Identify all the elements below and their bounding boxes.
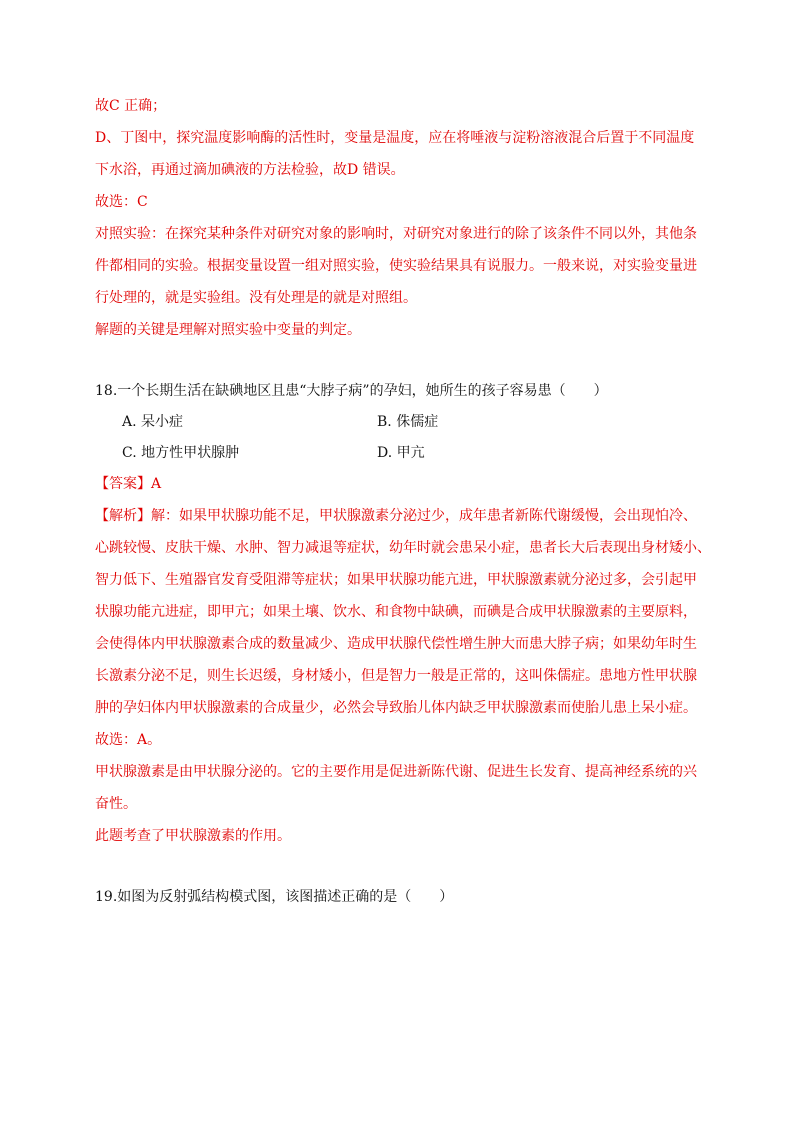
q17-line-7: 行处理的，就是实验组。没有处理是的就是对照组。	[95, 290, 417, 306]
q18-analysis-10: 奋性。	[95, 796, 137, 812]
q18-analysis-8: 故选：A。	[95, 732, 162, 748]
q18-analysis-5: 会使得体内甲状腺激素合成的数量减少、造成甲状腺代偿性增生肿大而患大脖子病；如果幼年时生	[95, 636, 697, 652]
q18-analysis-11: 此题考查了甲状腺激素的作用。	[95, 828, 291, 844]
q18-option-d: D. 甲亢	[377, 445, 425, 461]
q18-analysis-1: 【解析】解：如果甲状腺功能不足，甲状腺激素分泌过少，成年患者新陈代谢缓慢，会出现怕冷、	[95, 508, 697, 524]
q18-option-c: C. 地方性甲状腺肿	[122, 445, 240, 461]
q18-stem: 18.一个长期生活在缺碘地区且患“大脖子病”的孕妇，她所生的孩子容易患（ ）	[95, 383, 608, 399]
q17-line-8: 解题的关键是理解对照实验中变量的判定。	[95, 322, 361, 338]
q17-line-6: 件都相同的实验。根据变量设置一组对照实验，使实验结果具有说服力。一般来说，对实验变量进	[95, 258, 697, 274]
q17-line-5: 对照实验：在探究某种条件对研究对象的影响时，对研究对象进行的除了该条件不同以外，其他条	[95, 226, 697, 242]
q18-answer: 【答案】A	[95, 476, 162, 492]
q17-line-4: 故选：C	[95, 194, 148, 210]
q19-stem: 19.如图为反射弧结构模式图，该图描述正确的是（ ）	[95, 889, 454, 905]
q18-analysis-2: 心跳较慢、皮肤干燥、水肿、智力减退等症状，幼年时就会患呆小症，患者长大后表现出身材矮小、	[95, 540, 711, 556]
q18-option-a: A. 呆小症	[122, 414, 184, 430]
q17-line-3: 下水浴，再通过滴加碘液的方法检验，故D 错误。	[95, 162, 405, 178]
q18-analysis-3: 智力低下、生殖器官发育受阻滞等症状；如果甲状腺功能亢进，甲状腺激素就分泌过多，会引起甲	[95, 572, 697, 588]
q18-analysis-9: 甲状腺激素是由甲状腺分泌的。它的主要作用是促进新陈代谢、促进生长发育、提高神经系统的兴	[95, 764, 697, 780]
q17-line-1: 故C 正确；	[95, 98, 167, 114]
q18-analysis-6: 长激素分泌不足，则生长迟缓，身材矮小，但是智力一般是正常的，这叫侏儒症。患地方性甲状腺	[95, 668, 697, 684]
q18-option-b: B. 侏儒症	[377, 414, 439, 430]
q18-analysis-4: 状腺功能亢进症，即甲亢；如果土壤、饮水、和食物中缺碘，而碘是合成甲状腺激素的主要原料，	[95, 604, 697, 620]
q18-analysis-7: 肿的孕妇体内甲状腺激素的合成量少，必然会导致胎儿体内缺乏甲状腺激素而使胎儿患上呆小症。	[95, 700, 697, 716]
q17-line-2: D、丁图中，探究温度影响酶的活性时，变量是温度，应在将唾液与淀粉溶液混合后置于不同温度	[95, 130, 695, 146]
